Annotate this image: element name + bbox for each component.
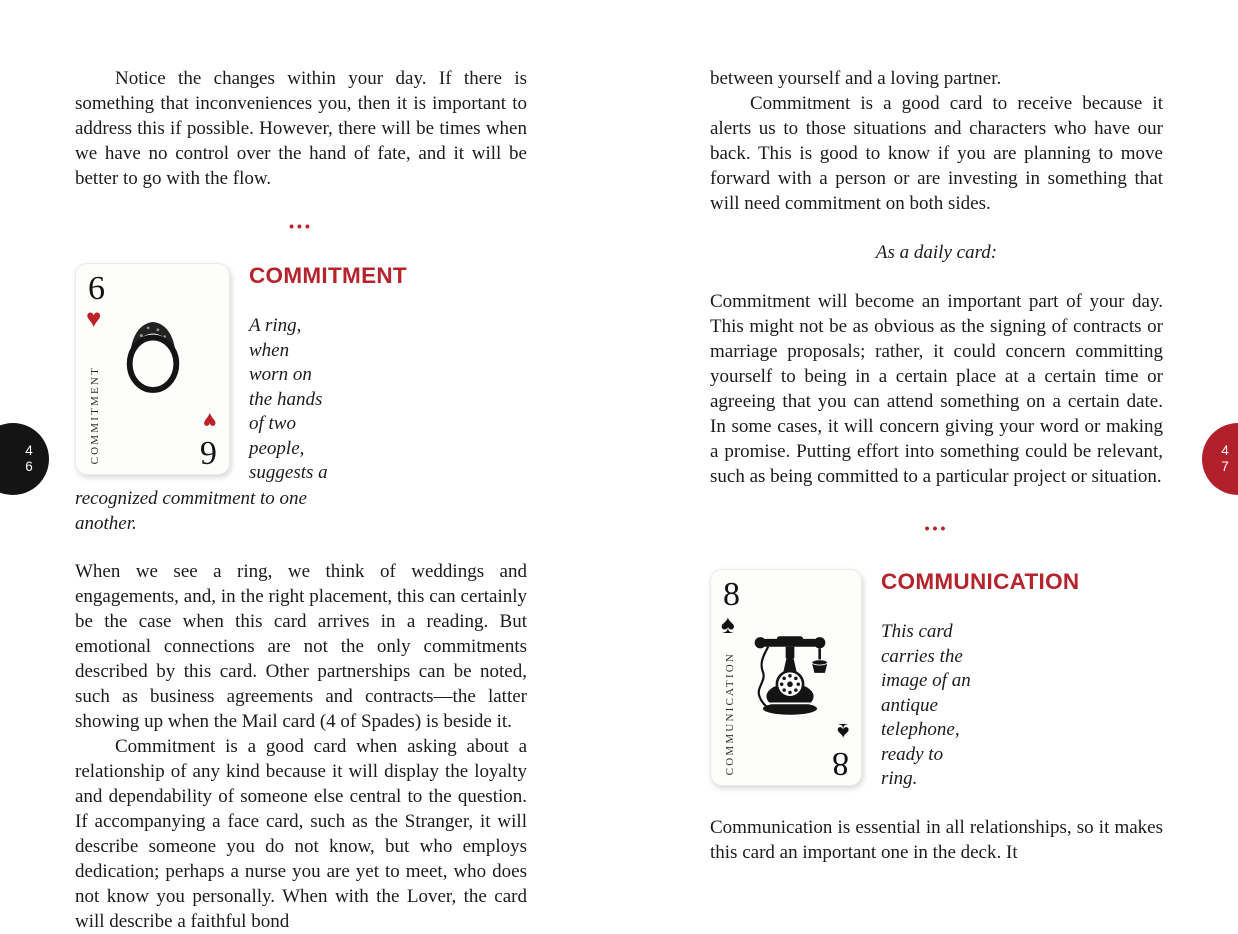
card-rank-top: 8	[723, 576, 740, 613]
section-separator-dots: •••	[289, 218, 313, 234]
card-rank-bottom: 8	[832, 745, 849, 782]
ring-illustration	[119, 314, 187, 398]
card-rank-top: 6	[88, 270, 105, 307]
heart-icon: ♥	[86, 304, 102, 333]
page-number: 4 6	[25, 443, 33, 474]
commitment-section	[75, 263, 527, 934]
page-number-badge-46	[0, 423, 49, 495]
playing-card-commitment	[75, 263, 230, 475]
playing-card-communication	[710, 569, 862, 786]
communication-body-1: Communication is essential in all relationships, so it makes this card an important one in the deck. It	[710, 816, 1163, 863]
continuation-line: between yourself and a loving partner.	[710, 68, 1002, 89]
spade-icon: ♠	[721, 610, 735, 639]
left-top-paragraph: Notice the changes within your day. If there is something that inconveniences you, then it is important to address this if possible. However, there will be times when we have no control over the hand of fate, and it will be better to go with the flow.	[75, 68, 527, 189]
section-separator-dots: •••	[924, 520, 949, 536]
daily-card-paragraph: Commitment will become an important part of your day. This might not be as obvious as the signing of contracts or marriage proposals; rather, it could concern committing yourself to being in a certain place at a certain time or agreeing that you can attend something on a certain date. In some cases, it will concern giving your word or making a promise. Putting effort into something could be relevant, such as being committed to a particular project or situation.	[710, 291, 1163, 487]
commitment-heading: COMMITMENT	[249, 263, 407, 288]
communication-intro-italic: This card carries the image of an antique telephone, ready to ring.	[881, 621, 971, 789]
card-rank-bottom: 6	[200, 434, 217, 471]
telephone-illustration	[742, 626, 838, 718]
left-page-column	[75, 66, 527, 934]
heart-icon: ♥	[203, 408, 217, 433]
right-page-column	[710, 66, 1163, 865]
page-number-badge-47	[1202, 423, 1238, 495]
spade-icon: ♠	[836, 719, 849, 744]
commitment-intro-italic: A ring, when worn on the hands of two people, suggests a recognized commitment to one another.	[75, 315, 328, 534]
communication-heading: COMMUNICATION	[881, 569, 1080, 594]
card-title-vertical: COMMITMENT	[89, 365, 101, 464]
commitment-body-1: When we see a ring, we think of weddings and engagements, and, in the right placement, this can certainly be the case when this card arrives in a reading. But emotional connections are not the only commitments described by this card. Other partnerships can be noted, such as business agreements and contracts—the latter showing up when the Mail card (4 of Spades) is beside it.	[75, 561, 527, 732]
commitment-body-2: Commitment is a good card when asking about a relationship of any kind because it will display the loyalty and dependability of someone else central to the question. If accompanying a face card, such as the Stranger, it will describe someone you do not know, but who employs dedication; perhaps a nurse you are yet to meet, who does not know you personally. When with the Lover, the card will describe a faithful bond	[75, 736, 527, 932]
communication-section	[710, 569, 1163, 865]
daily-card-heading: As a daily card:	[875, 242, 998, 263]
card-title-vertical: COMMUNICATION	[724, 651, 736, 775]
page-number: 4 7	[1221, 443, 1229, 474]
commitment-receive-paragraph: Commitment is a good card to receive because it alerts us to those situations and characters who have our back. This is good to know if you are planning to move forward with a person or are investing in something that will need commitment on both sides.	[710, 93, 1163, 214]
